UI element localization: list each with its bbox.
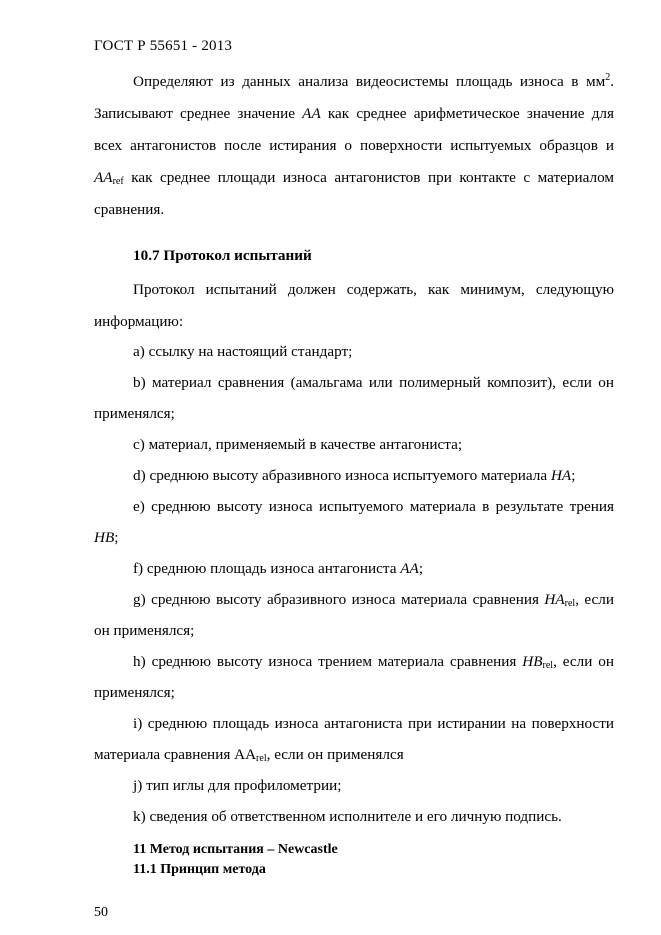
symbol-AA: АА xyxy=(302,105,321,122)
paragraph-line: всех антагонистов после истирания о поверхности испытуемых образцов и xyxy=(94,137,614,154)
section-heading: 10.7 Протокол испытаний xyxy=(133,247,312,264)
paragraph-line: Определяют из данных анализа видеосистемы площадь износа в $мм^2$. xyxy=(133,72,614,90)
list-item-e: e) среднюю высоту износа испытуемого материала в результате трения xyxy=(133,498,614,515)
list-item-i-cont: материала сравнения $АА_{rel}$, если он применялся xyxy=(94,746,404,764)
list-item-c: c) материал, применяемый в качестве антагониста; xyxy=(133,436,463,453)
list-item-g: g) среднюю высоту абразивного износа материала сравнения $НА_{rel}$, если xyxy=(133,591,614,609)
section-heading: 11 Метод испытания – Newcastle xyxy=(133,842,338,857)
list-item-b: b) материал сравнения (амальгама или полимерный композит), если он xyxy=(133,374,614,391)
list-item-a: a) ссылку на настоящий стандарт; xyxy=(133,343,353,360)
list-item-g-cont: он применялся; xyxy=(94,622,195,639)
standard-header: ГОСТ Р 55651 - 2013 xyxy=(94,38,233,54)
list-item-e-cont: НВ; xyxy=(94,529,119,546)
list-item-h-cont: применялся; xyxy=(94,684,175,701)
paragraph-line: информацию: xyxy=(94,313,184,330)
list-item-b-cont: применялся; xyxy=(94,405,175,422)
symbol-AAref: АА xyxy=(94,169,113,186)
list-item-h: h) среднюю высоту износа трением материала сравнения $НВ_{rel}$, если он xyxy=(133,653,614,671)
paragraph-line: $АА_{ref}$ как среднее площади износа антагонистов при контакте с материалом xyxy=(94,169,614,187)
paragraph-line: Протокол испытаний должен содержать, как минимум, следующую xyxy=(133,281,614,298)
superscript: 2 xyxy=(605,72,611,83)
subsection-heading: 11.1 Принцип метода xyxy=(133,862,266,877)
list-item-k: k) сведения об ответственном исполнителе и его личную подпись. xyxy=(133,808,562,825)
paragraph-line: сравнения. xyxy=(94,201,165,218)
list-item-i: i) среднюю площадь износа антагониста при истирании на поверхности xyxy=(133,715,614,732)
list-item-d: d) среднюю высоту абразивного износа испытуемого материала НА; xyxy=(133,467,576,484)
list-item-j: j) тип иглы для профилометрии; xyxy=(133,777,342,794)
page-number: 50 xyxy=(94,905,108,920)
list-item-f: f) среднюю площадь износа антагониста АА; xyxy=(133,560,424,577)
paragraph-line: Записывают среднее значение АА как среднее арифметическое значение для xyxy=(94,105,614,122)
